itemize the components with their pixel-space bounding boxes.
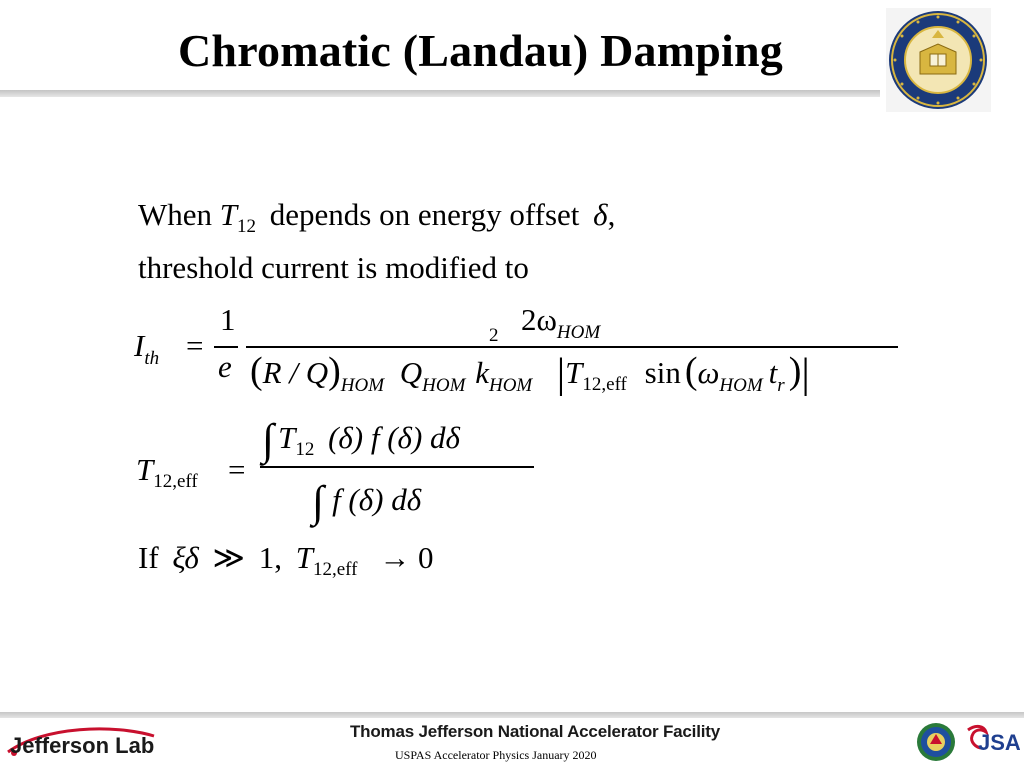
t12eff-lhs-subscript: 12,eff (153, 471, 198, 492)
eq2-numerator-rest: (δ) f (δ) dδ (328, 420, 460, 455)
rq-subscript: HOM (340, 375, 385, 396)
t12eff-eq3-subscript: 12,eff (313, 559, 358, 580)
much-greater-symbol: ≫ (212, 540, 245, 575)
omega-subscript: HOM (719, 375, 763, 396)
t12-eff-subscript: 12,eff (582, 374, 627, 395)
eq2-lhs (136, 452, 198, 493)
footer-course-text: USPAS Accelerator Physics January 2020 (395, 748, 597, 762)
eq2-bar (260, 466, 534, 468)
eq1-equals: = (186, 328, 204, 363)
jsa-logo-text: JSA (978, 730, 1020, 755)
header-rule (0, 90, 880, 97)
eq1-lhs (134, 328, 159, 370)
eq1-frac-numerator-1: 1 (220, 302, 236, 337)
two-omega: 2ω (521, 302, 557, 337)
eq3-line (138, 540, 434, 581)
ith-subscript: th (144, 348, 160, 369)
t12-eff: T (565, 355, 583, 390)
t-r: t (768, 355, 778, 390)
integral-symbol-den: ∫ (312, 477, 325, 526)
jefferson-lab-logo (4, 722, 164, 762)
eq1-numerator (521, 302, 600, 344)
uc-san-diego-seal (886, 8, 991, 112)
slide-title: Chromatic (Landau) Damping (178, 25, 783, 76)
eq1-frac1-bar (214, 346, 238, 348)
sin-function: sin (644, 355, 681, 390)
ith-symbol: I (134, 328, 145, 363)
doe-seal-icon (916, 722, 956, 762)
eq2-numerator (262, 414, 460, 465)
intro-line-1 (138, 197, 615, 238)
integral-symbol: ∫ (262, 415, 275, 464)
t12-subscript: 12 (237, 216, 257, 237)
tends-to-zero: → 0 (379, 540, 434, 575)
t12eff-eq3: T (295, 540, 313, 575)
intro-middle: depends on energy offset (269, 197, 580, 232)
eq2-denominator (312, 476, 421, 527)
t12-num: T (278, 420, 296, 455)
delta-symbol: δ (593, 197, 608, 232)
t12eff-lhs: T (136, 452, 154, 487)
omega-hom-subscript: HOM (556, 322, 601, 343)
tr-subscript: r (777, 375, 785, 396)
jlab-logo-text: Jefferson Lab (10, 733, 155, 758)
k-subscript: HOM (488, 375, 533, 396)
intro-comma: , (607, 197, 616, 232)
q-hom: Q (399, 355, 423, 390)
k-hom: k (475, 355, 489, 390)
k-superscript: 2 (488, 325, 499, 346)
footer-rule (0, 712, 1024, 718)
eq1-denominator: $(R / Q)_{HOM}$ $Q_{HOM}$ k 2 $_{HOM}$ $|T_{12,eff}$ $\sin (\omega_{HOM}$ $t_r$ )| (250, 325, 810, 397)
r-over-q: R / Q (262, 355, 329, 390)
eq1-frac-denominator-e: e (218, 349, 232, 384)
t12-num-subscript: 12 (295, 439, 315, 460)
t12-symbol: T (219, 197, 238, 232)
if-text: If (138, 540, 159, 575)
intro-line-2: threshold current is modified to (138, 250, 529, 285)
facility-name: Thomas Jefferson National Accelerator Facility (350, 722, 720, 741)
eq2-denominator-rest: f (δ) dδ (332, 482, 422, 517)
xi-delta: ξδ (172, 540, 199, 575)
one-value: 1, (258, 540, 282, 575)
jsa-logo (962, 722, 1020, 762)
intro-prefix: When (138, 197, 213, 232)
eq2-equals: = (228, 452, 246, 487)
eq1-main-bar (246, 346, 898, 348)
q-hom-subscript: HOM (422, 375, 466, 396)
omega: ω (697, 355, 720, 390)
